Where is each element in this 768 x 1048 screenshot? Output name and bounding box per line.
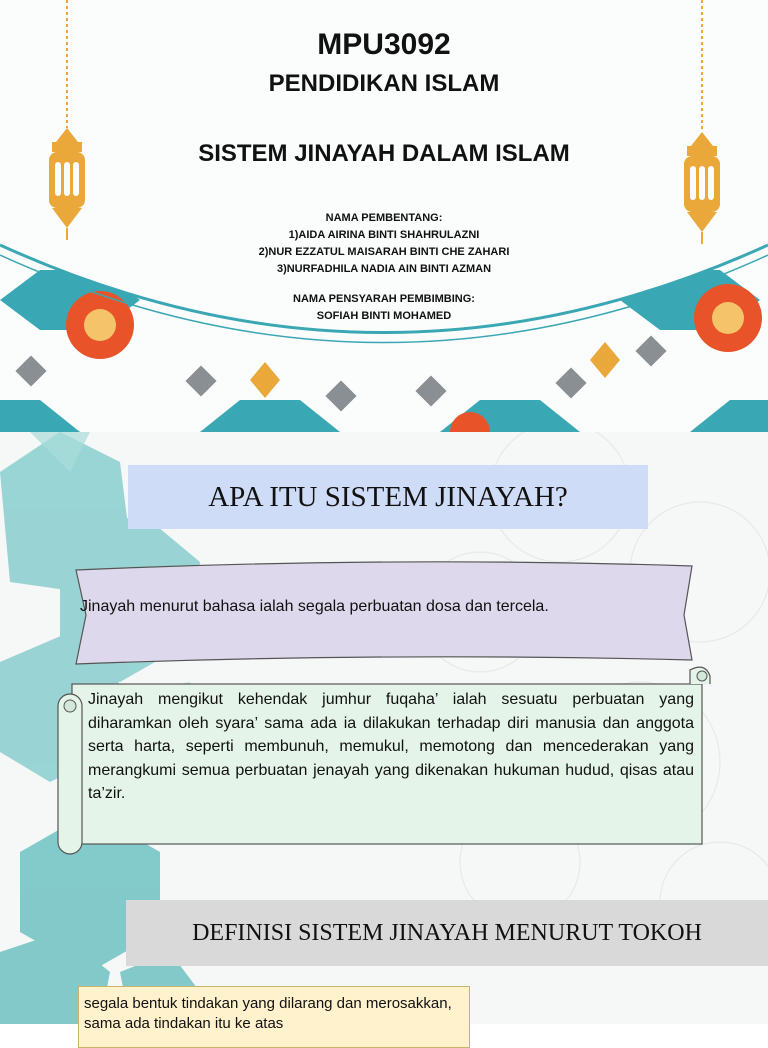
presenters-label: NAMA PEMBENTANG:	[325, 212, 443, 224]
scholar-definition: segala bentuk tindakan yang dilarang dan merosakkan, sama ada tindakan itu ke atas	[84, 995, 452, 1032]
lecturer-label: NAMA PENSYARAH PEMBIMBING:	[293, 293, 475, 305]
definition-language: Jinayah menurut bahasa ialah segala perbuatan dosa dan tercela.	[80, 598, 549, 615]
lecturer-name: SOFIAH BINTI MOHAMED	[316, 310, 452, 322]
presenter-item: 2)NUR EZZATUL MAISARAH BINTI CHE ZAHARI	[258, 246, 510, 258]
presenter-item: 1)AIDA AIRINA BINTI SHAHRULAZNI	[288, 229, 480, 241]
course-name: PENDIDIKAN ISLAM	[268, 70, 500, 97]
course-code: MPU3092	[317, 28, 451, 61]
slide-title: SISTEM JINAYAH DALAM ISLAM	[198, 140, 570, 167]
section-heading-2: DEFINISI SISTEM JINAYAH MENURUT TOKOH	[126, 900, 768, 966]
definition-jurist: Jinayah mengikut kehendak jumhur fuqaha’ ialah sesuatu perbuatan yang diharamkan oleh syara’ sama ada ia dilakukan terhadap diri manusia dan anggota serta harta, seperti membunuh, memukul, memotong dan mencederakan yang merangkumi semua perbuatan jenayah yang dikenakan hukuman hudud, qisas atau ta’zir.	[88, 691, 694, 802]
title-slide	[0, 0, 768, 432]
section-heading: APA ITU SISTEM JINAYAH?	[128, 465, 648, 529]
presenter-item: 3)NURFADHILA NADIA AIN BINTI AZMAN	[276, 263, 492, 275]
